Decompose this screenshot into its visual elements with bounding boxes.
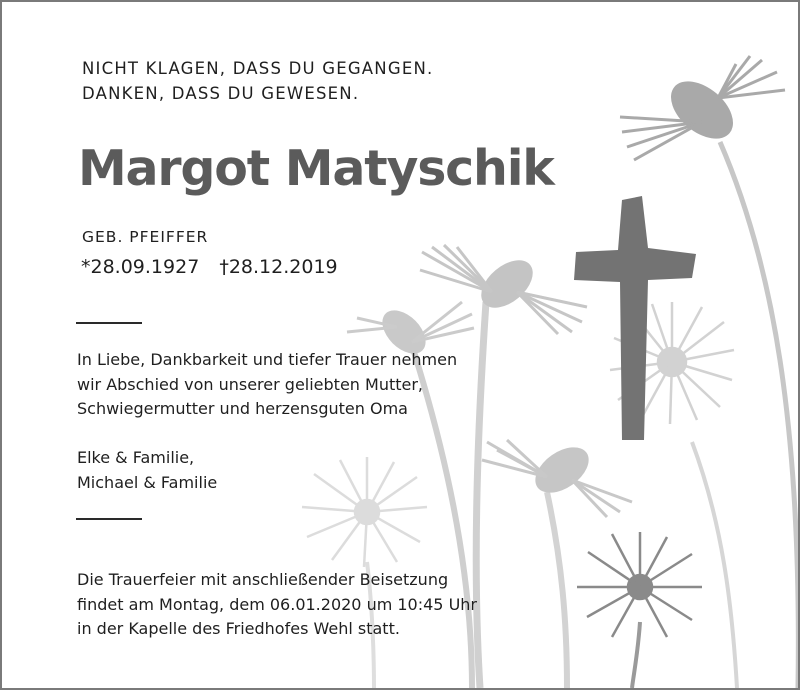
motto-quote — [82, 56, 433, 106]
birth-date: *28.09.1927 — [81, 256, 200, 278]
deceased-name: Margot Matyschik — [78, 140, 554, 197]
life-dates — [81, 256, 338, 278]
motto-line: DANKEN, DASS DU GEWESEN. — [82, 84, 360, 103]
mourner-name: Michael & Familie — [77, 472, 218, 492]
service-notice — [77, 568, 477, 642]
flower-stem — [547, 492, 567, 688]
farewell-message — [77, 348, 457, 422]
divider — [76, 322, 142, 324]
maiden-name: GEB. PFEIFFER — [82, 228, 209, 246]
mourner-name: Elke & Familie, — [77, 448, 195, 467]
message-line: In Liebe, Dankbarkeit und tiefer Trauer nehmen — [77, 350, 458, 369]
dandelion-flower-icon — [482, 438, 632, 517]
service-line: Die Trauerfeier mit anschließender Beisetzung — [77, 570, 449, 589]
seed-head-icon — [302, 457, 427, 567]
dandelion-flower-icon — [620, 56, 785, 160]
mourners-list — [77, 446, 217, 495]
flower-stem — [692, 442, 737, 688]
death-date: †28.12.2019 — [219, 256, 338, 278]
divider — [76, 518, 142, 520]
motto-line: NICHT KLAGEN, DASS DU GEGANGEN. — [82, 59, 434, 78]
dandelion-flower-icon — [420, 245, 587, 334]
flower-stem — [632, 622, 640, 688]
service-line: in der Kapelle des Friedhofes Wehl statt. — [77, 619, 400, 638]
seed-head-icon — [577, 532, 702, 637]
service-line: findet am Montag, dem 06.01.2020 um 10:45 Uhr — [77, 594, 477, 614]
cross-icon — [574, 196, 696, 440]
flower-stem — [476, 302, 486, 688]
message-line: Schwiegermutter und herzensguten Oma — [77, 399, 408, 418]
message-line: wir Abschied von unserer geliebten Mutter, — [77, 374, 424, 394]
